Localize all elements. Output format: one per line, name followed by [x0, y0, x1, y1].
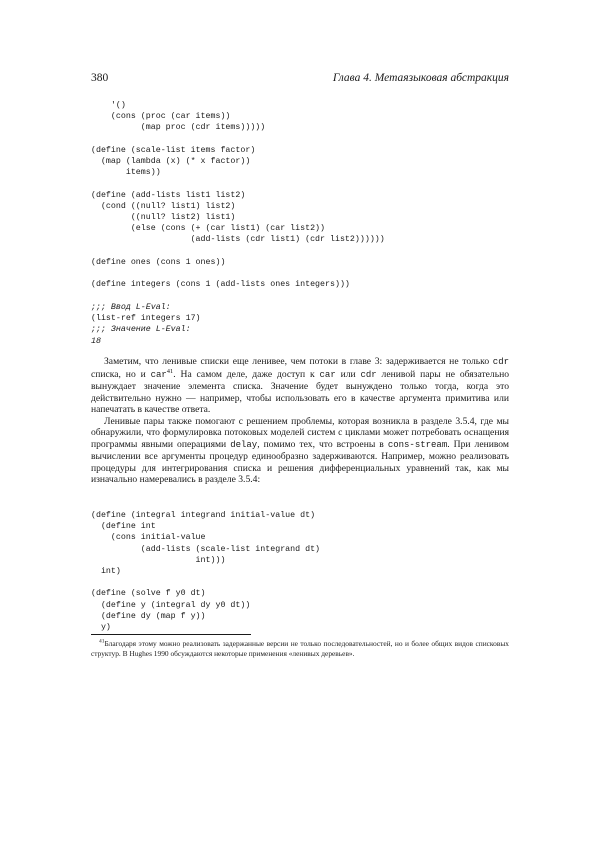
- footnote-text: Благодаря этому можно реализовать задержанные версии не только последовательностей, но и более общих видов списковых структур. В Hughes 1990 обсуждаются некоторые применения «ленивых деревьев».: [91, 639, 509, 658]
- repl-value-comment: ;;; Значение L-Eval:: [91, 325, 191, 335]
- footnote-divider: [91, 634, 251, 635]
- code-block-integral: (define (integral integrand initial-value dt) (define int (cons initial-value (add-lists (scale-list integrand dt) int))) int) (define (solve f y0 dt) (define y (integral dy y0 dt)) (define dy (map f y)) y): [91, 511, 321, 633]
- code-block-repl: [91, 302, 201, 347]
- repl-input: (list-ref integers 17): [91, 314, 201, 324]
- body-text: [91, 356, 509, 486]
- repl-output: 18: [91, 336, 101, 346]
- running-header: [91, 72, 509, 88]
- page-number: 380: [91, 72, 109, 84]
- code-block-definitions: '() (cons (proc (car items)) (map proc (cdr items))))) (define (scale-list items factor) (map (lambda (x) (* x factor)) items)) (define (add-lists list1 list2) (cond ((null? list1) list2) ((null? list2) list1) (else (cons (+ (car list1) (car list2)) (add-lists (cdr list1) (cdr list2)))))) (define ones (cons 1 ones)) (define integers (cons 1 (add-lists ones integers))): [91, 101, 385, 290]
- paragraph-lazy-lists: Заметим, что ленивые списки еще ленивее, чем потоки в главе 3: задерживается не только cdr списка, но и car$^{41}$. На самом деле, даже доступ к car или cdr ленивой пары не обязательно вынуждает значение элемента списка. Значение будет вынуждено только тогда, когда это действительно нужно — например, чтобы использовать его в качестве аргумента примитива или напечатать в качестве ответа.: [91, 356, 510, 415]
- repl-input-comment: ;;; Ввод L-Eval:: [91, 303, 171, 312]
- footnote: [91, 639, 509, 659]
- footnote-number: 41: [99, 638, 105, 645]
- paragraph-lazy-pairs: Ленивые пары также помогают с решением проблемы, которая возникла в разделе 3.5.4, где мы обнаружили, что формулировка потоковых моделей систем с циклами может потребовать оснащения программы явными операциями delay, помимо тех, что встроены в cons-stream. При ленивом вычислении все аргументы процедур единообразно задерживаются. Например, можно реализовать процедуры для интегрирования списка и решения дифференциальных уравнений так, как мы изначально намеревались в разделе 3.5.4:: [91, 415, 509, 485]
- footnote-reference: 41: [166, 367, 174, 375]
- chapter-title: Глава 4. Метаязыковая абстракция: [332, 72, 509, 84]
